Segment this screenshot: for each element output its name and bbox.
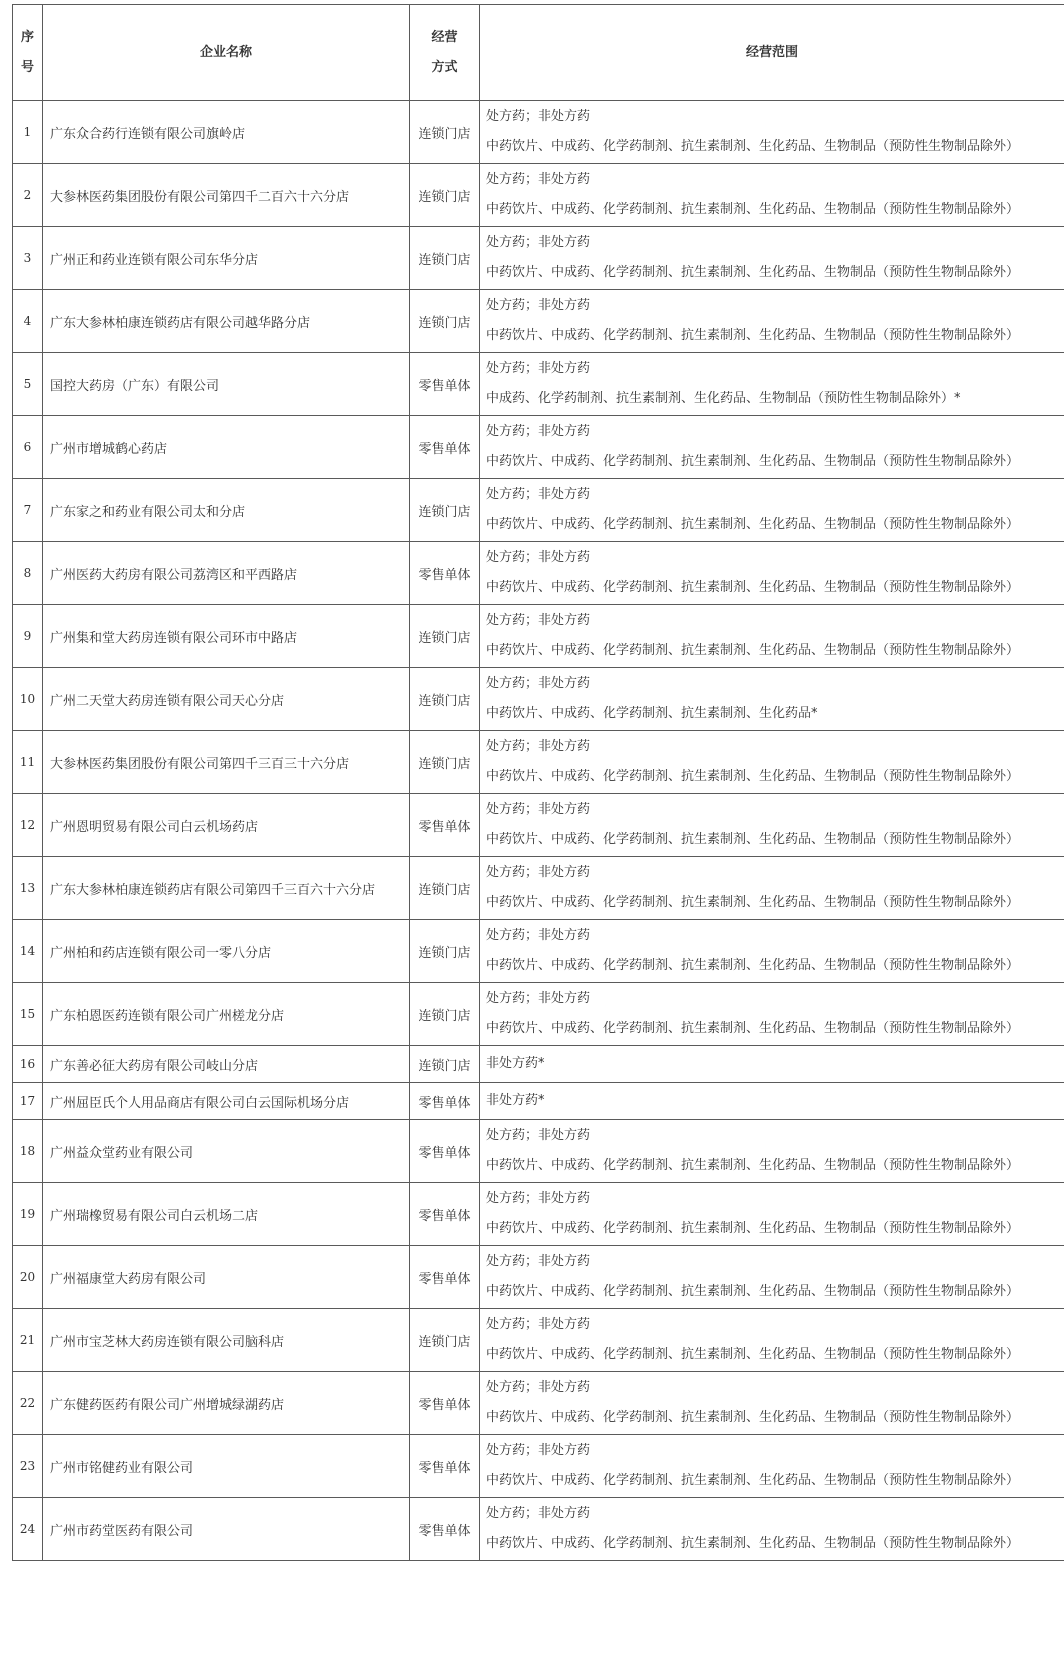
row-number: 8 <box>13 542 43 605</box>
business-mode: 零售单体 <box>410 1435 480 1498</box>
business-mode: 连锁门店 <box>410 605 480 668</box>
scope-line: 处方药；非处方药 <box>486 487 591 502</box>
row-number: 18 <box>13 1120 43 1183</box>
scope-line: 处方药；非处方药 <box>486 1317 591 1332</box>
business-scope <box>480 290 1064 353</box>
table-body <box>13 101 1064 1561</box>
table-row <box>13 101 1064 164</box>
business-scope <box>480 605 1064 668</box>
scope-line: 中药饮片、中成药、化学药制剂、抗生素制剂、生化药品* <box>486 706 818 721</box>
table-row <box>13 1046 1064 1083</box>
table-row <box>13 1372 1064 1435</box>
scope-line: 中药饮片、中成药、化学药制剂、抗生素制剂、生化药品、生物制品（预防性生物制品除外） <box>486 1284 1020 1299</box>
header-row <box>13 5 1064 101</box>
scope-line: 处方药；非处方药 <box>486 1191 591 1206</box>
scope-line: 中药饮片、中成药、化学药制剂、抗生素制剂、生化药品、生物制品（预防性生物制品除外） <box>486 1021 1020 1036</box>
scope-line: 处方药；非处方药 <box>486 235 591 250</box>
business-scope <box>480 920 1064 983</box>
row-number: 24 <box>13 1498 43 1561</box>
company-name: 广州医药大药房有限公司荔湾区和平西路店 <box>43 542 410 605</box>
scope-line: 处方药；非处方药 <box>486 109 591 124</box>
business-mode: 连锁门店 <box>410 983 480 1046</box>
scope-line: 中药饮片、中成药、化学药制剂、抗生素制剂、生化药品、生物制品（预防性生物制品除外） <box>486 580 1020 595</box>
header-scope: 经营范围 <box>480 5 1064 101</box>
table-row <box>13 1120 1064 1183</box>
header-name: 企业名称 <box>43 5 410 101</box>
scope-line: 中药饮片、中成药、化学药制剂、抗生素制剂、生化药品、生物制品（预防性生物制品除外） <box>486 139 1020 154</box>
table-row <box>13 164 1064 227</box>
scope-line: 处方药；非处方药 <box>486 613 591 628</box>
scope-line: 中成药、化学药制剂、抗生素制剂、生化药品、生物制品（预防性生物制品除外）* <box>486 391 961 406</box>
row-number: 11 <box>13 731 43 794</box>
business-scope <box>480 227 1064 290</box>
company-name: 广州市铭健药业有限公司 <box>43 1435 410 1498</box>
scope-line: 处方药；非处方药 <box>486 1443 591 1458</box>
table-row <box>13 1246 1064 1309</box>
scope-line: 中药饮片、中成药、化学药制剂、抗生素制剂、生化药品、生物制品（预防性生物制品除外） <box>486 454 1020 469</box>
company-name: 广州屈臣氏个人用品商店有限公司白云国际机场分店 <box>43 1083 410 1120</box>
business-scope <box>480 857 1064 920</box>
business-mode: 连锁门店 <box>410 101 480 164</box>
business-scope <box>480 416 1064 479</box>
pharmacy-table <box>12 4 1064 1561</box>
header-mode-line-2: 方式 <box>431 59 458 75</box>
business-scope <box>480 101 1064 164</box>
table-row <box>13 542 1064 605</box>
company-name: 广州市增城鹤心药店 <box>43 416 410 479</box>
scope-line: 中药饮片、中成药、化学药制剂、抗生素制剂、生化药品、生物制品（预防性生物制品除外） <box>486 958 1020 973</box>
business-scope <box>480 1435 1064 1498</box>
company-name: 大参林医药集团股份有限公司第四千二百六十六分店 <box>43 164 410 227</box>
business-mode: 零售单体 <box>410 353 480 416</box>
row-number: 3 <box>13 227 43 290</box>
business-mode: 零售单体 <box>410 416 480 479</box>
company-name: 广州市宝芝林大药房连锁有限公司脑科店 <box>43 1309 410 1372</box>
business-mode: 连锁门店 <box>410 290 480 353</box>
company-name: 广州市药堂医药有限公司 <box>43 1498 410 1561</box>
business-scope <box>480 164 1064 227</box>
business-mode: 连锁门店 <box>410 731 480 794</box>
table-row <box>13 857 1064 920</box>
business-scope <box>480 1046 1064 1083</box>
scope-line: 中药饮片、中成药、化学药制剂、抗生素制剂、生化药品、生物制品（预防性生物制品除外） <box>486 517 1020 532</box>
row-number: 2 <box>13 164 43 227</box>
business-scope <box>480 1372 1064 1435</box>
scope-line: 中药饮片、中成药、化学药制剂、抗生素制剂、生化药品、生物制品（预防性生物制品除外） <box>486 1347 1020 1362</box>
business-scope <box>480 983 1064 1046</box>
header-no-line-1: 序 <box>20 29 34 45</box>
business-scope <box>480 542 1064 605</box>
scope-line: 中药饮片、中成药、化学药制剂、抗生素制剂、生化药品、生物制品（预防性生物制品除外） <box>486 769 1020 784</box>
row-number: 13 <box>13 857 43 920</box>
row-number: 16 <box>13 1046 43 1083</box>
table-row <box>13 479 1064 542</box>
header-mode-line-1: 经营 <box>431 29 458 45</box>
scope-line: 非处方药* <box>486 1056 545 1071</box>
company-name: 广州瑞橡贸易有限公司白云机场二店 <box>43 1183 410 1246</box>
business-mode: 零售单体 <box>410 1498 480 1561</box>
scope-line: 中药饮片、中成药、化学药制剂、抗生素制剂、生化药品、生物制品（预防性生物制品除外） <box>486 1536 1020 1551</box>
table-row <box>13 1309 1064 1372</box>
business-mode: 零售单体 <box>410 542 480 605</box>
table-row <box>13 983 1064 1046</box>
company-name: 广东健药医药有限公司广州增城绿湖药店 <box>43 1372 410 1435</box>
business-mode: 零售单体 <box>410 1120 480 1183</box>
row-number: 15 <box>13 983 43 1046</box>
row-number: 19 <box>13 1183 43 1246</box>
table-row <box>13 1083 1064 1120</box>
business-mode: 连锁门店 <box>410 668 480 731</box>
scope-line: 处方药；非处方药 <box>486 298 591 313</box>
row-number: 1 <box>13 101 43 164</box>
company-name: 广州柏和药店连锁有限公司一零八分店 <box>43 920 410 983</box>
scope-line: 处方药；非处方药 <box>486 172 591 187</box>
scope-line: 处方药；非处方药 <box>486 1254 591 1269</box>
scope-line: 中药饮片、中成药、化学药制剂、抗生素制剂、生化药品、生物制品（预防性生物制品除外） <box>486 895 1020 910</box>
table-row <box>13 668 1064 731</box>
scope-line: 中药饮片、中成药、化学药制剂、抗生素制剂、生化药品、生物制品（预防性生物制品除外） <box>486 202 1020 217</box>
table-row <box>13 1498 1064 1561</box>
scope-line: 处方药；非处方药 <box>486 928 591 943</box>
table-row <box>13 416 1064 479</box>
scope-line: 处方药；非处方药 <box>486 739 591 754</box>
scope-line: 处方药；非处方药 <box>486 361 591 376</box>
scope-line: 中药饮片、中成药、化学药制剂、抗生素制剂、生化药品、生物制品（预防性生物制品除外） <box>486 265 1020 280</box>
business-scope <box>480 1246 1064 1309</box>
business-mode: 连锁门店 <box>410 920 480 983</box>
row-number: 9 <box>13 605 43 668</box>
scope-line: 处方药；非处方药 <box>486 802 591 817</box>
table-row <box>13 1435 1064 1498</box>
table-row <box>13 731 1064 794</box>
business-scope <box>480 1120 1064 1183</box>
company-name: 广州福康堂大药房有限公司 <box>43 1246 410 1309</box>
table-row <box>13 794 1064 857</box>
scope-line: 中药饮片、中成药、化学药制剂、抗生素制剂、生化药品、生物制品（预防性生物制品除外） <box>486 328 1020 343</box>
business-mode: 连锁门店 <box>410 164 480 227</box>
business-mode: 零售单体 <box>410 794 480 857</box>
scope-line: 处方药；非处方药 <box>486 1128 591 1143</box>
scope-line: 处方药；非处方药 <box>486 424 591 439</box>
row-number: 4 <box>13 290 43 353</box>
row-number: 23 <box>13 1435 43 1498</box>
row-number: 12 <box>13 794 43 857</box>
business-scope <box>480 1309 1064 1372</box>
business-scope <box>480 794 1064 857</box>
business-mode: 零售单体 <box>410 1183 480 1246</box>
row-number: 21 <box>13 1309 43 1372</box>
table-row <box>13 920 1064 983</box>
company-name: 广州二天堂大药房连锁有限公司天心分店 <box>43 668 410 731</box>
header-no <box>13 5 43 101</box>
business-mode: 连锁门店 <box>410 1309 480 1372</box>
scope-line: 处方药；非处方药 <box>486 1506 591 1521</box>
business-scope <box>480 479 1064 542</box>
company-name: 广州正和药业连锁有限公司东华分店 <box>43 227 410 290</box>
business-mode: 连锁门店 <box>410 857 480 920</box>
row-number: 5 <box>13 353 43 416</box>
company-name: 广州益众堂药业有限公司 <box>43 1120 410 1183</box>
business-scope <box>480 731 1064 794</box>
company-name: 大参林医药集团股份有限公司第四千三百三十六分店 <box>43 731 410 794</box>
header-no-line-2: 号 <box>20 59 34 75</box>
company-name: 广东大参林柏康连锁药店有限公司越华路分店 <box>43 290 410 353</box>
table-row <box>13 290 1064 353</box>
company-name: 广东众合药行连锁有限公司旗岭店 <box>43 101 410 164</box>
row-number: 10 <box>13 668 43 731</box>
table-row <box>13 353 1064 416</box>
scope-line: 中药饮片、中成药、化学药制剂、抗生素制剂、生化药品、生物制品（预防性生物制品除外） <box>486 1410 1020 1425</box>
table-row <box>13 227 1064 290</box>
business-scope <box>480 668 1064 731</box>
business-mode: 连锁门店 <box>410 1046 480 1083</box>
scope-line: 中药饮片、中成药、化学药制剂、抗生素制剂、生化药品、生物制品（预防性生物制品除外） <box>486 1473 1020 1488</box>
company-name: 广东家之和药业有限公司太和分店 <box>43 479 410 542</box>
company-name: 广州恩明贸易有限公司白云机场药店 <box>43 794 410 857</box>
business-scope <box>480 1498 1064 1561</box>
scope-line: 处方药；非处方药 <box>486 991 591 1006</box>
business-mode: 连锁门店 <box>410 479 480 542</box>
scope-line: 中药饮片、中成药、化学药制剂、抗生素制剂、生化药品、生物制品（预防性生物制品除外） <box>486 1221 1020 1236</box>
company-name: 广东柏恩医药连锁有限公司广州槎龙分店 <box>43 983 410 1046</box>
row-number: 14 <box>13 920 43 983</box>
scope-line: 中药饮片、中成药、化学药制剂、抗生素制剂、生化药品、生物制品（预防性生物制品除外） <box>486 832 1020 847</box>
table-row <box>13 1183 1064 1246</box>
company-name: 广东大参林柏康连锁药店有限公司第四千三百六十六分店 <box>43 857 410 920</box>
row-number: 20 <box>13 1246 43 1309</box>
scope-line: 中药饮片、中成药、化学药制剂、抗生素制剂、生化药品、生物制品（预防性生物制品除外） <box>486 1158 1020 1173</box>
scope-line: 处方药；非处方药 <box>486 550 591 565</box>
company-name: 广州集和堂大药房连锁有限公司环市中路店 <box>43 605 410 668</box>
scope-line: 处方药；非处方药 <box>486 865 591 880</box>
business-scope <box>480 353 1064 416</box>
scope-line: 处方药；非处方药 <box>486 1380 591 1395</box>
table-row <box>13 605 1064 668</box>
row-number: 22 <box>13 1372 43 1435</box>
business-mode: 零售单体 <box>410 1083 480 1120</box>
company-name: 广东善必征大药房有限公司岐山分店 <box>43 1046 410 1083</box>
scope-line: 处方药；非处方药 <box>486 676 591 691</box>
row-number: 7 <box>13 479 43 542</box>
business-mode: 零售单体 <box>410 1246 480 1309</box>
scope-line: 非处方药* <box>486 1093 545 1108</box>
row-number: 17 <box>13 1083 43 1120</box>
business-scope <box>480 1183 1064 1246</box>
business-mode: 连锁门店 <box>410 227 480 290</box>
business-scope <box>480 1083 1064 1120</box>
row-number: 6 <box>13 416 43 479</box>
company-name: 国控大药房（广东）有限公司 <box>43 353 410 416</box>
business-mode: 零售单体 <box>410 1372 480 1435</box>
scope-line: 中药饮片、中成药、化学药制剂、抗生素制剂、生化药品、生物制品（预防性生物制品除外） <box>486 643 1020 658</box>
header-mode <box>410 5 480 101</box>
